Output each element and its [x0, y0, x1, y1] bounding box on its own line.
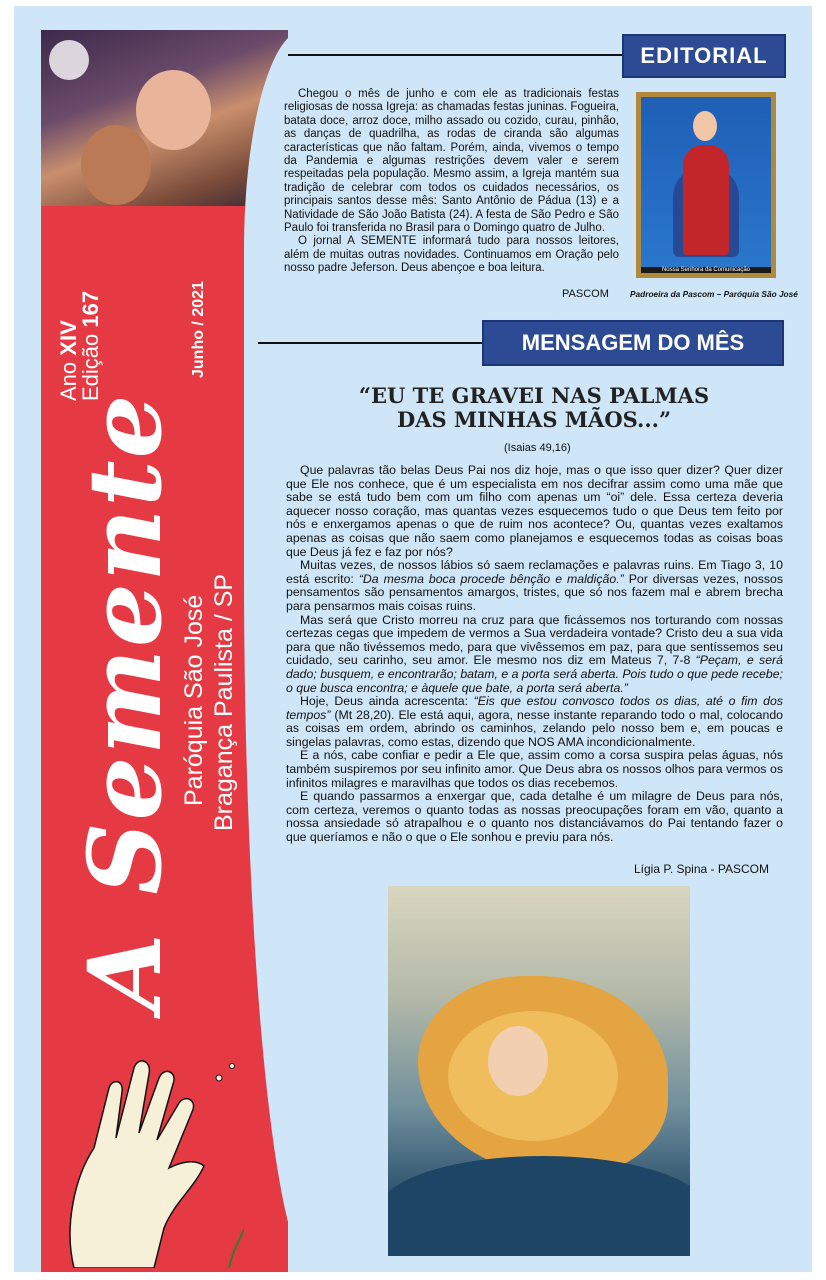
hands-holding-child-image	[388, 886, 690, 1256]
edition-label: Edição 167	[78, 290, 103, 401]
message-signature: Lígia P. Spina - PASCOM	[634, 862, 769, 876]
message-heading: MENSAGEM DO MÊS	[482, 320, 784, 366]
message-paragraph: E quando passarmos a enxergar que, cada detalhe é um milagre de Deus para nós, com certeza, veremos o quanto todas as nossas preocupações foram em vão, quanto a nossa ansiedade só atrapalhou e o quanto nos distanciávamos do Pai tentando fazer o que queríamos e não o que o Ele sonhou e previu para nós.	[286, 789, 783, 845]
editorial-heading: EDITORIAL	[622, 34, 786, 78]
newspaper-title: A Semente	[66, 392, 184, 1011]
madonna-image-caption: Nossa Senhora da Comunicação	[641, 267, 771, 273]
message-body	[286, 464, 783, 845]
editorial-signature: PASCOM	[562, 288, 609, 300]
message-paragraph: Muitas vezes, de nossos lábios só saem reclamações e palavras ruins. Em Tiago 3, 10 está escrito: “Da mesma boca procede bênção e maldição.” Por diversas vezes, nossos pensamentos são pensamentos amargos, tristes, que só nos fazem mal e abrem brecha para pensarmos mais coisas ruins.	[286, 558, 784, 613]
saint-figure	[81, 125, 151, 205]
editorial-paragraph: Chegou o mês de junho e com ele as tradicionais festas religiosas de nossa Igreja: as chamadas festas juninas. Fogueira, batata doce, arroz doce, milho assado ou cozido, curau, pinhão, as danças de quadrilha, as rodas de ciranda são algumas características que não faltam. Porém, ainda, vivemos o tempo da Pandemia e algumas restrições devem valer e serem respeitadas pela população. Mesmo assim, a Igreja mantém sua tradição de celebrar com todos os cuidados necessários, os principais santos desse mês: Santo Antônio de Pádua (13) e a Natividade de São João Batista (24). A festa de São Pedro e São Paulo foi transferida no Brasil para o Domingo quatro de Julho.	[284, 88, 619, 235]
message-paragraph: Hoje, Deus ainda acrescenta: “Eis que estou convosco todos os dias, até o fim dos tempos” (Mt 28,20). Ele está aqui, agora, nesse instante reparando todo o mal, colocando as coisas em ordem, abrindo os caminhos, zelando pelo nosso bem e, em poucas e singelas palavras, como estas, dizendo que NOS AMA incondicionalmente.	[286, 694, 783, 749]
message-quote: “EU TE GRAVEI NAS PALMAS DAS MINHAS MÃOS...”	[358, 383, 710, 432]
message-paragraph: Que palavras tão belas Deus Pai nos diz hoje, mas o que isso quer dizer? Quer dizer que Ele nos conhece, que é um especialista em nos decifrar assim como uma mãe que sabe se está tudo bem com um filho com apenas um “oi” dele. Essa certeza deveria aquecer nosso coração, mas quantas vezes esquecemos tudo o que Deus tem feito por nós e enxergamos apenas o que de ruim nos acontece? Ou, quantas vezes exaltamos apenas as coisas que não saem como planejamos e esquecemos todas as coisas boas que Deus já fez e faz por nós?	[286, 463, 783, 559]
divider-line	[258, 342, 484, 344]
issue-date: Junho / 2021	[190, 281, 207, 378]
editorial-text	[284, 88, 619, 276]
lily-flower	[49, 40, 89, 80]
year-label: Ano XIV	[56, 320, 81, 401]
child-figure	[136, 70, 211, 150]
quote-reference: (Isaias 49,16)	[504, 442, 571, 454]
message-paragraph: E a nós, cabe confiar e pedir a Ele que, assim como a corsa suspira pelas águas, nós também suspiremos por seu infinito amor. Que Deus abra os nossos olhos para vermos os infinitos milagres e maravilhas que todos os dias recebemos.	[286, 748, 783, 790]
message-paragraph: Mas será que Cristo morreu na cruz para que ficássemos nos torturando com nossas certezas cegas que impedem de vermos a Sua verdadeira vontade? Cristo deu a sua vida para que não tivéssemos medo, para que vivêssemos em paz, para que sentíssemos seu cuidado, seu carinho, seu amor. Ele mesmo nos diz em Mateus 7, 7-8 “Peçam, e será dado; busquem, e encontrarão; batam, e a porta será aberta. Pois tudo o que pede recebe; o que busca encontra; e àquele que bate, a porta será aberta.”	[286, 612, 783, 695]
divider-line	[288, 54, 622, 56]
hand-sowing-icon	[54, 1028, 244, 1268]
madonna-image	[636, 92, 776, 278]
newspaper-page	[14, 6, 812, 1272]
parish-city: Bragança Paulista / SP	[210, 573, 238, 831]
parish-name: Paróquia São José	[180, 594, 208, 806]
madonna-caption: Padroeira da Pascom – Paróquia São José	[630, 289, 798, 299]
editorial-paragraph: O jornal A SEMENTE informará tudo para nossos leitores, além de muitas outras novidades. Continuamos em Oração pelo nosso padre Jeferson. Deus abençoe e boa leitura.	[284, 235, 619, 275]
